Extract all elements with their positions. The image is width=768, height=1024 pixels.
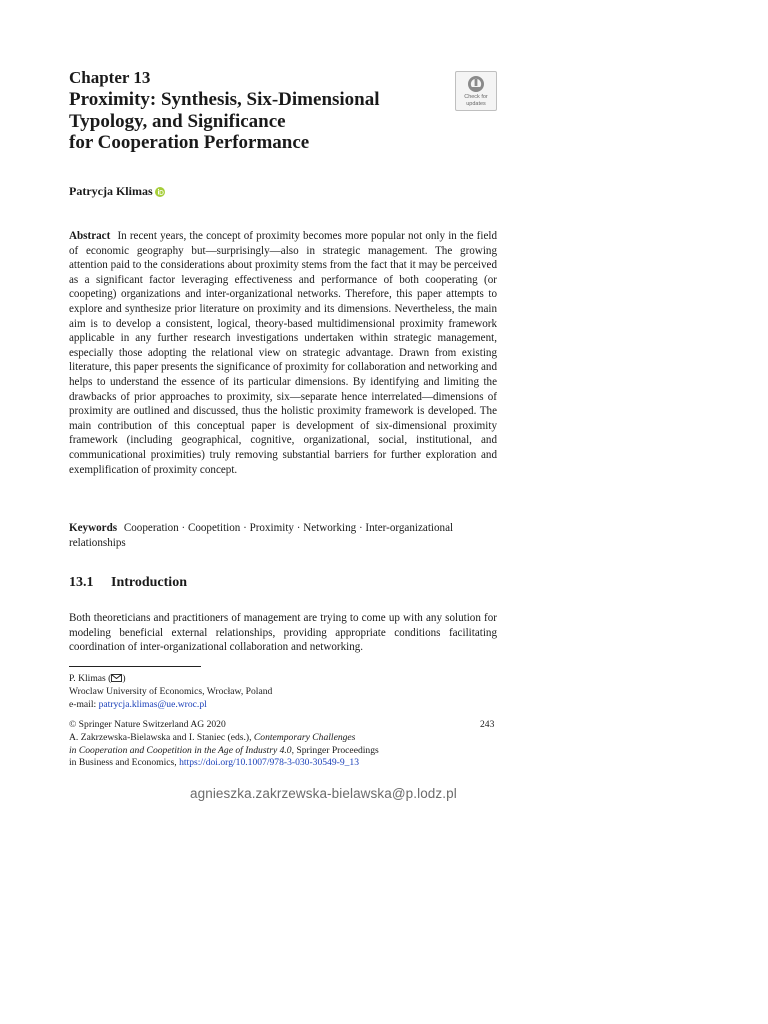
orcid-icon[interactable]	[155, 187, 165, 197]
author-line	[69, 184, 165, 199]
footnote-email-line	[69, 699, 497, 712]
watermark-email: agnieszka.zakrzewska-bielawska@p.lodz.pl	[190, 786, 457, 801]
doi-link[interactable]: https://doi.org/10.1007/978-3-030-30549-9_13	[179, 757, 360, 769]
chapter-title-line: for Cooperation Performance	[69, 132, 310, 153]
check-for-updates-badge[interactable]	[455, 71, 497, 111]
section-heading	[69, 575, 187, 591]
intro-paragraph: Both theoreticians and practitioners of management are trying to come up with any solution for modeling beneficial external relationships, providing appropriate conditions facilitating coordination of inter-organizational collaboration and networking.	[69, 612, 497, 654]
check-for-updates-icon	[467, 75, 485, 93]
chapter-title-line: Typology, and Significance	[69, 110, 286, 132]
mail-icon	[111, 674, 122, 682]
series-name-end: in Business and Economics,	[69, 757, 180, 769]
chapter-title	[69, 89, 449, 154]
page-number: 243	[480, 719, 495, 730]
series-name: , Springer Proceedings	[291, 744, 379, 756]
keywords-label: Keywords	[69, 522, 118, 534]
chapter-label: Chapter 13	[69, 68, 151, 87]
badge-text-line: updates	[466, 101, 486, 107]
section-number: 13.1	[69, 575, 94, 590]
author-footnote	[69, 673, 497, 711]
footnote-author-line	[69, 673, 497, 686]
abstract-label: Abstract	[69, 230, 111, 242]
abstract	[69, 229, 497, 477]
citation-line	[69, 732, 497, 745]
keywords	[69, 521, 497, 550]
citation-editors: A. Zakrzewska-Bielawska and I. Staniec (eds.),	[69, 731, 254, 743]
footnote-author-name: P. Klimas (	[69, 673, 112, 684]
author-name: Patrycja Klimas	[69, 184, 153, 198]
copyright-line: © Springer Nature Switzerland AG 2020	[69, 719, 226, 730]
chapter-title-line: Proximity: Synthesis, Six-Dimensional	[69, 89, 380, 110]
footnote-email-label: e-mail:	[69, 698, 99, 710]
footnote-divider	[69, 666, 201, 667]
section-title: Introduction	[111, 575, 187, 590]
copyright-block	[69, 719, 497, 770]
keywords-text: Cooperation · Coopetition · Proximity · Networking · Inter-organizational relationships	[69, 522, 454, 549]
citation-line	[69, 757, 497, 770]
footnote-author-end: )	[122, 673, 126, 684]
abstract-text: In recent years, the concept of proximity becomes more popular not only in the field of economic geography but—surprisingly—also in strategic management. The growing attention paid to the considerations about proximity stems from the fact that it may be perceived as a significant factor leveraging effectiveness and performance of both cooperating (or coopeting) organizations and inter-organizational networks. Therefore, this paper attempts to explore and synthesize prior literature on proximity and its dimensions. Nevertheless, the main aim is to develop a consistent, logical, theory-based multidimensional proximity framework applicable in any further research investigations undertaken within strategic management, especially those adopting the relational view on strategic advantage. Drawn from existing literature, this paper presents the significance of proximity for collaboration and networking and helps to understand the essence of its particular dimensions. By identifying and limiting the drawbacks of prior approaches to proximity, six—separate hence interrelated—dimensions of proximity are outlined and discussed, thus the holistic proximity framework is developed. The main contribution of this conceptual paper is development of six-dimensional proximity framework (including geographical, cognitive, organizational, social, institutional, and communicational proximities) truly removing substantial barriers for further exploration and exemplification of proximity concept.	[69, 230, 497, 476]
book-title-part: in Cooperation and Coopetition in the Age of Industry 4.0	[69, 744, 292, 756]
badge-text-line: Check for	[464, 94, 488, 100]
footnote-affiliation: Wroclaw University of Economics, Wrocław, Poland	[69, 685, 273, 697]
author-email-link[interactable]: patrycja.klimas@ue.wroc.pl	[98, 698, 207, 710]
book-title-part: Contemporary Challenges	[253, 731, 356, 743]
citation-line	[69, 745, 497, 758]
